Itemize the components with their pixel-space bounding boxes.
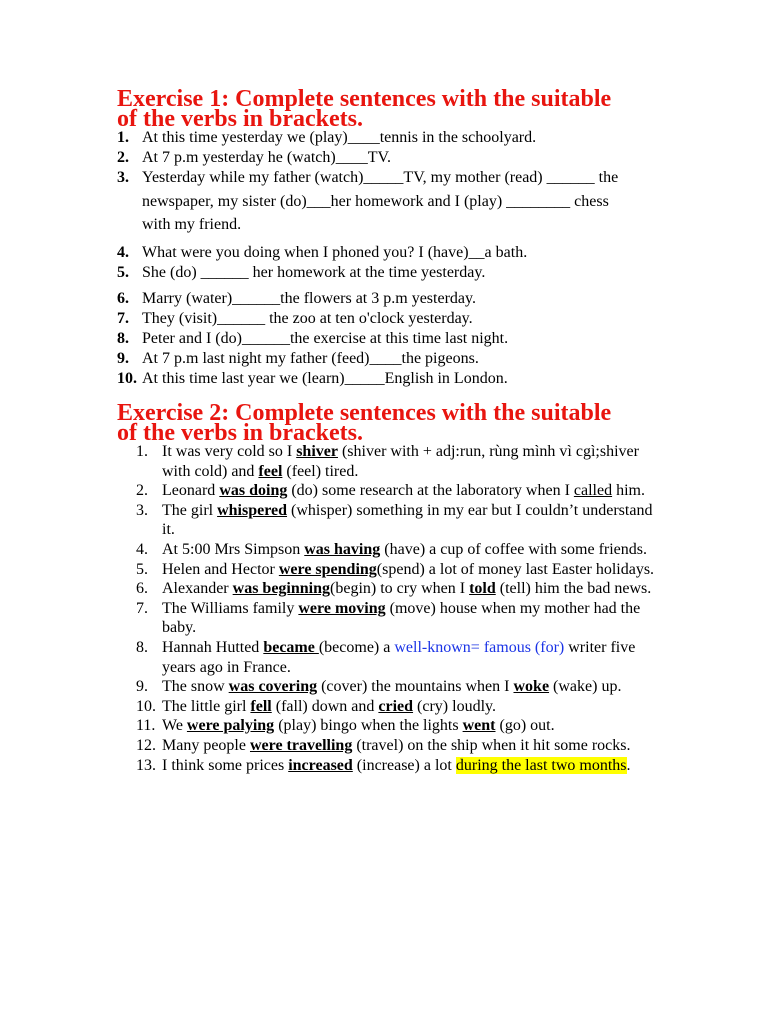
exercise2-item xyxy=(136,481,656,501)
item-number: 12. xyxy=(136,736,156,754)
item-text xyxy=(162,716,656,736)
exercise2-item xyxy=(136,677,656,697)
item-number: 2. xyxy=(117,149,129,166)
sentence-text: I think some prices xyxy=(162,756,289,774)
answer-verb: woke xyxy=(513,678,550,696)
answer-verb: whispered xyxy=(217,501,288,519)
item-text: Peter and I (do)______the exercise at this time last night. xyxy=(142,329,509,347)
item-text: She (do) ______ her homework at the time yesterday. xyxy=(142,263,486,281)
exercise2-item xyxy=(136,736,656,756)
exercise1-item xyxy=(117,309,637,329)
item-number: 7. xyxy=(117,309,129,327)
exercise1-item xyxy=(117,349,637,369)
item-number: 9. xyxy=(117,349,129,367)
sentence-text: Hannah Hutted xyxy=(162,638,264,656)
sentence-text: Many people xyxy=(162,736,250,754)
item-text xyxy=(162,756,656,776)
sentence-text: (increase) a lot xyxy=(352,756,456,774)
item-number: 2. xyxy=(136,482,148,500)
answer-verb: was having xyxy=(304,540,381,558)
sentence-text: (have) a cup of coffee with some friends. xyxy=(380,540,647,558)
item-text: At this time yesterday we (play)____tennis in the schoolyard. xyxy=(142,129,537,146)
sentence-text: The snow xyxy=(162,678,229,696)
answer-verb: cried xyxy=(378,697,414,715)
item-text xyxy=(162,501,656,540)
exercise2-item xyxy=(136,501,656,540)
item-text xyxy=(162,736,656,756)
item-text: At 7 p.m yesterday he (watch)____TV. xyxy=(142,149,391,166)
answer-verb: was beginning xyxy=(232,580,331,598)
item-number: 4. xyxy=(136,540,148,558)
underlined-word: called xyxy=(573,482,613,500)
exercise1-item xyxy=(117,289,637,309)
item-number: 6. xyxy=(136,580,148,598)
exercise1-item xyxy=(117,329,637,349)
item-number: 6. xyxy=(117,289,129,307)
answer-verb: feel xyxy=(258,462,283,480)
sentence-text: (cover) the mountains when I xyxy=(317,678,514,696)
exercise2-item xyxy=(136,540,656,560)
answer-verb: was doing xyxy=(219,482,288,500)
sentence-text: The girl xyxy=(162,501,218,519)
exercise2-item xyxy=(136,560,656,580)
item-text xyxy=(162,442,656,481)
exercise2-item xyxy=(136,697,656,717)
item-text: What were you doing when I phoned you? I (have)__a bath. xyxy=(142,243,528,261)
sentence-text: (do) some research at the laboratory when I xyxy=(287,482,574,500)
exercise1-item xyxy=(117,243,637,263)
exercise2-item xyxy=(136,579,656,599)
sentence-text: (tell) him the bad news. xyxy=(495,580,652,598)
item-number: 1. xyxy=(117,129,129,146)
exercise1-item xyxy=(117,166,637,237)
exercise1-item xyxy=(117,128,637,148)
item-number: 3. xyxy=(117,169,129,186)
item-text xyxy=(162,677,656,697)
sentence-text: Leonard xyxy=(162,482,220,500)
sentence-text: (go) out. xyxy=(495,717,555,735)
sentence-text: (whisper) something in my ear but I couldn’t understand it. xyxy=(162,501,653,539)
item-number: 13. xyxy=(136,756,156,774)
exercise2-item xyxy=(136,442,656,481)
answer-verb: increased xyxy=(288,756,353,774)
sentence-text: (spend) a lot of money last Easter holidays. xyxy=(376,560,655,578)
exercise1-heading: Exercise 1: Complete sentences with the suitable of the verbs in brackets. xyxy=(117,86,612,132)
sentence-text: (begin) to cry when I xyxy=(330,580,470,598)
answer-verb: shiver xyxy=(296,443,338,460)
item-number: 10. xyxy=(117,369,137,387)
answer-verb: were palying xyxy=(186,717,275,735)
sentence-text: him. xyxy=(612,482,645,500)
exercise2-item xyxy=(136,716,656,736)
answer-verb: were moving xyxy=(298,599,386,617)
item-number: 4. xyxy=(117,243,129,261)
item-text: They (visit)______ the zoo at ten o'clock yesterday. xyxy=(142,309,473,327)
answer-verb: went xyxy=(462,717,496,735)
sentence-text: We xyxy=(162,717,187,735)
answer-verb: were travelling xyxy=(249,736,353,754)
item-text: At this time last year we (learn)_____English in London. xyxy=(142,369,508,387)
item-text xyxy=(162,697,656,717)
sentence-text: writer five years ago in France. xyxy=(162,638,636,676)
item-text xyxy=(162,481,656,501)
sentence-text: (become) a xyxy=(318,638,395,656)
answer-verb: was covering xyxy=(228,678,318,696)
sentence-text: (feel) tired. xyxy=(282,462,359,480)
exercise2-heading: Exercise 2: Complete sentences with the suitable of the verbs in brackets. xyxy=(117,400,612,446)
sentence-text: (cry) loudly. xyxy=(413,697,496,715)
sentence-text: (fall) down and xyxy=(271,697,379,715)
item-text xyxy=(162,638,656,677)
item-text xyxy=(162,540,656,560)
item-text: At 7 p.m last night my father (feed)____the pigeons. xyxy=(142,349,479,367)
item-text xyxy=(162,560,656,580)
sentence-text: Alexander xyxy=(162,580,233,598)
item-number: 3. xyxy=(136,501,148,519)
answer-verb: became xyxy=(263,638,319,656)
exercise2-item xyxy=(136,756,656,776)
answer-verb: were spending xyxy=(278,560,377,578)
item-number: 7. xyxy=(136,599,148,617)
sentence-text: (move) house when my mother had the baby. xyxy=(162,599,641,637)
sentence-text: (wake) up. xyxy=(549,678,622,696)
sentence-text: The little girl xyxy=(162,697,251,715)
exercise2-list xyxy=(136,442,656,775)
item-text: Marry (water)______the flowers at 3 p.m yesterday. xyxy=(142,289,476,307)
sentence-text: The Williams family xyxy=(162,599,299,617)
item-number: 10. xyxy=(136,697,156,715)
sentence-text: Helen and Hector xyxy=(162,560,279,578)
exercise1-item xyxy=(117,369,637,389)
item-number: 1. xyxy=(136,443,148,460)
sentence-text: At 5:00 Mrs Simpson xyxy=(162,540,305,558)
sentence-text: (travel) on the ship when it hit some rocks. xyxy=(352,736,631,754)
exercise1-item xyxy=(117,148,637,168)
item-text xyxy=(162,599,656,638)
item-number: 5. xyxy=(117,263,129,281)
item-number: 5. xyxy=(136,560,148,578)
exercise1-item xyxy=(117,263,637,283)
highlighted-phrase: during the last two months xyxy=(455,756,627,774)
vocab-note: well-known= famous (for) xyxy=(394,638,565,656)
item-text: Yesterday while my father (watch)_____TV, my mother (read) ______ the newspaper, my sister (do)___her homework and I (play) ________ chess with my friend. xyxy=(142,169,619,233)
item-text xyxy=(162,579,656,599)
sentence-text: (play) bingo when the lights xyxy=(274,717,463,735)
exercise2-item xyxy=(136,599,656,638)
item-number: 9. xyxy=(136,678,148,696)
item-number: 8. xyxy=(136,638,148,656)
item-number: 8. xyxy=(117,329,129,347)
answer-verb: fell xyxy=(250,697,272,715)
answer-verb: told xyxy=(469,580,496,598)
exercise1-list xyxy=(117,128,637,389)
sentence-text: It was very cold so I xyxy=(162,443,297,460)
item-number: 11. xyxy=(136,717,156,735)
exercise2-item xyxy=(136,638,656,677)
sentence-text: . xyxy=(626,756,631,774)
sentence-text: (shiver with + adj:run, rùng mình vì cgì;shiver with cold) and xyxy=(162,443,639,480)
